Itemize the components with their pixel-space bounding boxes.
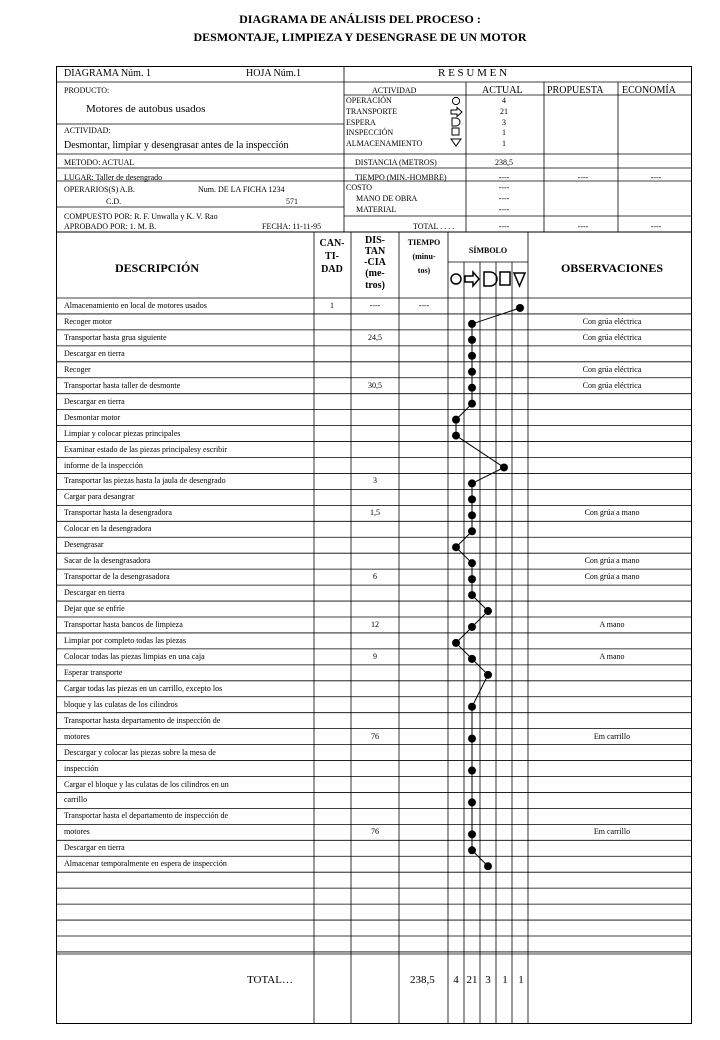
row-distance: 9 bbox=[373, 651, 377, 661]
row-observation: Con grúa eléctrica bbox=[582, 380, 642, 390]
row-description: Cargar el bloque y las culatas de los cilindros en un bbox=[64, 779, 229, 789]
flow-dot bbox=[452, 416, 460, 424]
summary-inspection-label: INSPECCIÓN bbox=[346, 128, 394, 137]
flow-dot bbox=[468, 352, 476, 360]
distance-header-5: tros) bbox=[365, 280, 385, 291]
row-description: Transportar hasta el departamento de inspección de bbox=[64, 811, 229, 821]
flow-dot bbox=[468, 511, 476, 519]
flow-dot bbox=[468, 400, 476, 408]
flow-dot bbox=[452, 639, 460, 647]
row-description: Descargar en tierra bbox=[64, 348, 125, 358]
distance-header-3: -CIA bbox=[364, 257, 386, 268]
row-description: Descargar en tierra bbox=[64, 588, 125, 598]
composed-by: COMPUESTO POR: R. F. Unwalla y K. V. Rao bbox=[64, 212, 218, 221]
flow-dot bbox=[516, 304, 524, 312]
flow-dot bbox=[452, 432, 460, 440]
time-proposed: ---- bbox=[577, 173, 589, 182]
time-current: ---- bbox=[498, 173, 510, 182]
flow-dot bbox=[468, 479, 476, 487]
row-distance: ---- bbox=[369, 301, 381, 310]
flow-dot bbox=[468, 703, 476, 711]
total-storages: 1 bbox=[518, 974, 524, 986]
labor-value: ---- bbox=[498, 194, 510, 203]
document-subtitle: DESMONTAJE, LIMPIEZA Y DESENGRASE DE UN MOTOR bbox=[193, 30, 527, 44]
row-description: Transportar hasta bancos de limpieza bbox=[64, 620, 183, 629]
row-description: Desengrasar bbox=[64, 540, 104, 550]
summary-operation-label: OPERACIÓN bbox=[346, 96, 392, 105]
summary-delay-label: ESPERA bbox=[346, 118, 376, 127]
row-description: Limpiar por completo todas las piezas bbox=[64, 635, 186, 645]
summary-total-label: TOTAL . . . . bbox=[413, 222, 455, 231]
distance-header-2: TAN bbox=[364, 246, 386, 257]
product-value: Motores de autobus usados bbox=[86, 103, 206, 115]
row-description: Almacenamiento en local de motores usados bbox=[64, 301, 207, 310]
row-description: Colocar todas las piezas limpias en una caja bbox=[64, 651, 205, 661]
flow-dot bbox=[468, 559, 476, 567]
summary-transport-value: 21 bbox=[500, 107, 508, 116]
row-observation: Con grúa eléctrica bbox=[582, 332, 642, 342]
summary-activity-header: ACTIVIDAD bbox=[372, 86, 417, 95]
row-description: bloque y las culatas de los cilindros bbox=[64, 699, 178, 709]
summary-delay-value: 3 bbox=[502, 118, 506, 127]
time-header-2: (minu- bbox=[412, 252, 436, 261]
row-description: Transportar hasta taller de desmonte bbox=[64, 380, 181, 390]
flow-dot bbox=[468, 495, 476, 503]
summary-transport-label: TRANSPORTE bbox=[346, 107, 398, 116]
total-distance: 238,5 bbox=[410, 974, 435, 986]
flow-dot bbox=[468, 527, 476, 535]
quantity-header-3: DAD bbox=[321, 264, 343, 275]
row-time: ---- bbox=[418, 301, 430, 310]
total-label: TOTAL… bbox=[247, 974, 293, 986]
row-description: Recoger bbox=[64, 364, 91, 374]
row-distance: 1,5 bbox=[370, 508, 380, 518]
row-observation: A mano bbox=[599, 651, 625, 661]
observations-header: OBSERVACIONES bbox=[560, 261, 664, 275]
row-description: Colocar en la desengradora bbox=[64, 524, 152, 534]
total-proposed: ---- bbox=[577, 222, 589, 231]
row-description: Transportar de la desengrasadora bbox=[64, 572, 170, 582]
summary-storage-value: 1 bbox=[502, 139, 506, 148]
row-description: Descargar y colocar las piezas sobre la mesa de bbox=[64, 747, 216, 757]
labor-label: MANO DE OBRA bbox=[356, 194, 418, 203]
distance-header-4: (me- bbox=[365, 268, 385, 279]
cost-value: ---- bbox=[498, 183, 510, 192]
row-description: Cargar todas las piezas en un carrillo, excepto los bbox=[64, 683, 223, 693]
row-distance: 12 bbox=[371, 620, 379, 629]
total-operations: 4 bbox=[453, 974, 459, 986]
flow-dot bbox=[468, 767, 476, 775]
material-label: MATERIAL bbox=[356, 205, 397, 214]
total-inspections: 1 bbox=[502, 974, 508, 986]
row-description: informe de la inspección bbox=[64, 460, 143, 470]
flow-dot bbox=[468, 336, 476, 344]
total-economy: ---- bbox=[650, 222, 662, 231]
row-description: Descargar en tierra bbox=[64, 396, 125, 406]
description-header: DESCRIPCIÓN bbox=[115, 261, 200, 275]
row-distance: 6 bbox=[373, 572, 377, 582]
distance-value: 238,5 bbox=[495, 158, 513, 167]
cd-label: C.D. bbox=[106, 197, 122, 206]
distance-label: DISTANCIA (METROS) bbox=[355, 158, 437, 167]
flow-dot bbox=[468, 368, 476, 376]
row-description: Dejar que se enfríe bbox=[64, 604, 125, 614]
total-transports: 21 bbox=[466, 974, 478, 986]
row-description: Esperar transporte bbox=[64, 667, 123, 677]
row-distance: 76 bbox=[371, 827, 379, 837]
flow-dot bbox=[484, 671, 492, 679]
time-economy: ---- bbox=[650, 173, 662, 182]
row-observation: Em carrillo bbox=[593, 827, 631, 837]
time-header-3: tos) bbox=[417, 266, 431, 275]
flow-dot bbox=[484, 862, 492, 870]
row-distance: 76 bbox=[371, 731, 379, 741]
flow-dot bbox=[468, 623, 476, 631]
row-description: Sacar de la desengrasadora bbox=[64, 556, 151, 566]
row-description: Transportar hasta la desengradora bbox=[64, 508, 172, 518]
quantity-header-1: CAN- bbox=[319, 238, 345, 249]
time-label: TIEMPO (MIN.-HOMBRE) bbox=[355, 173, 447, 182]
row-description: carrillo bbox=[64, 795, 88, 805]
row-description: Cargar para desangrar bbox=[64, 492, 135, 502]
flow-dot bbox=[468, 320, 476, 328]
row-description: Recoger motor bbox=[64, 316, 112, 326]
row-description: inspección bbox=[64, 763, 99, 773]
row-observation: Con grúa a mano bbox=[584, 556, 640, 566]
product-label: PRODUCTO: bbox=[64, 86, 110, 95]
row-description: Limpiar y colocar piezas principales bbox=[64, 428, 181, 438]
row-description: Transportar hasta departamento de inspección de bbox=[64, 715, 221, 725]
row-quantity: 1 bbox=[330, 301, 334, 310]
row-observation: Con grúa a mano bbox=[584, 508, 640, 518]
row-distance: 3 bbox=[373, 476, 377, 486]
flow-dot bbox=[468, 384, 476, 392]
flow-dot bbox=[468, 846, 476, 854]
place: LUGAR: Taller de desengrado bbox=[64, 173, 163, 182]
flow-line bbox=[456, 308, 520, 866]
operators: OPERARIOS(S) A.B. bbox=[64, 185, 135, 194]
row-description: Descargar en tierra bbox=[64, 843, 125, 853]
row-distance: 30,5 bbox=[368, 380, 382, 390]
row-description: motores bbox=[64, 827, 90, 837]
date: FECHA: 11-11-95 bbox=[262, 222, 322, 231]
distance-header-1: DIS- bbox=[364, 235, 386, 246]
row-distance: 24,5 bbox=[368, 332, 382, 342]
row-description: Desmontar motor bbox=[64, 412, 121, 422]
row-description: Examinar estado de las piezas principalesy escribir bbox=[64, 444, 228, 454]
material-value: ---- bbox=[498, 205, 510, 214]
flow-dot bbox=[468, 575, 476, 583]
summary-inspection-value: 1 bbox=[502, 128, 506, 137]
time-header-1: TIEMPO bbox=[407, 238, 441, 247]
activity-value: Desmontar, limpiar y desengrasar antes de la inspección bbox=[64, 140, 289, 151]
row-description: motores bbox=[64, 731, 90, 741]
document-title: DIAGRAMA DE ANÁLISIS DEL PROCESO : bbox=[239, 12, 481, 26]
sheet-number: HOJA Núm.1 bbox=[246, 68, 302, 79]
summary-storage-label: ALMACENAMIENTO bbox=[346, 139, 423, 148]
row-description: Transportar las piezas hasta la jaula de desengrado bbox=[64, 476, 226, 486]
approved-by: APROBADO POR: 1. M. B. bbox=[64, 222, 157, 231]
row-observation: Con grúa eléctrica bbox=[582, 316, 642, 326]
row-observation: Em carrillo bbox=[593, 731, 631, 741]
summary-proposed-header: PROPUESTA bbox=[547, 85, 604, 96]
flow-dot bbox=[468, 591, 476, 599]
row-description: Almacenar temporalmente en espera de inspección bbox=[64, 859, 227, 869]
flow-dot bbox=[484, 607, 492, 615]
flow-dot bbox=[468, 830, 476, 838]
total-current: ---- bbox=[498, 222, 510, 231]
activity-label: ACTIVIDAD: bbox=[64, 126, 111, 135]
summary-title: R E S U M E N bbox=[438, 67, 508, 79]
summary-current-header: ACTUAL bbox=[482, 85, 523, 96]
row-observation: Con grúa a mano bbox=[584, 572, 640, 582]
row-observation: Con grúa eléctrica bbox=[582, 364, 642, 374]
row-description: Transportar hasta grua siguiente bbox=[64, 332, 167, 342]
card-number: Num. DE LA FICHA 1234 bbox=[198, 185, 285, 194]
flow-dot bbox=[468, 735, 476, 743]
cost-label: COSTO bbox=[346, 183, 373, 192]
flow-dot bbox=[468, 655, 476, 663]
flow-dot bbox=[468, 798, 476, 806]
row-observation: A mano bbox=[599, 620, 625, 629]
cd-number: 571 bbox=[286, 197, 298, 206]
summary-operation-value: 4 bbox=[502, 96, 506, 105]
summary-economy-header: ECONOMÍA bbox=[622, 85, 676, 96]
quantity-header-2: TI- bbox=[325, 251, 339, 262]
total-delays: 3 bbox=[485, 974, 491, 986]
flow-dot bbox=[452, 543, 460, 551]
method: METODO: ACTUAL bbox=[64, 158, 135, 167]
flow-dot bbox=[500, 463, 508, 471]
diagram-number: DIAGRAMA Núm. 1 bbox=[64, 68, 151, 79]
symbol-header: SÍMBOLO bbox=[468, 246, 508, 255]
